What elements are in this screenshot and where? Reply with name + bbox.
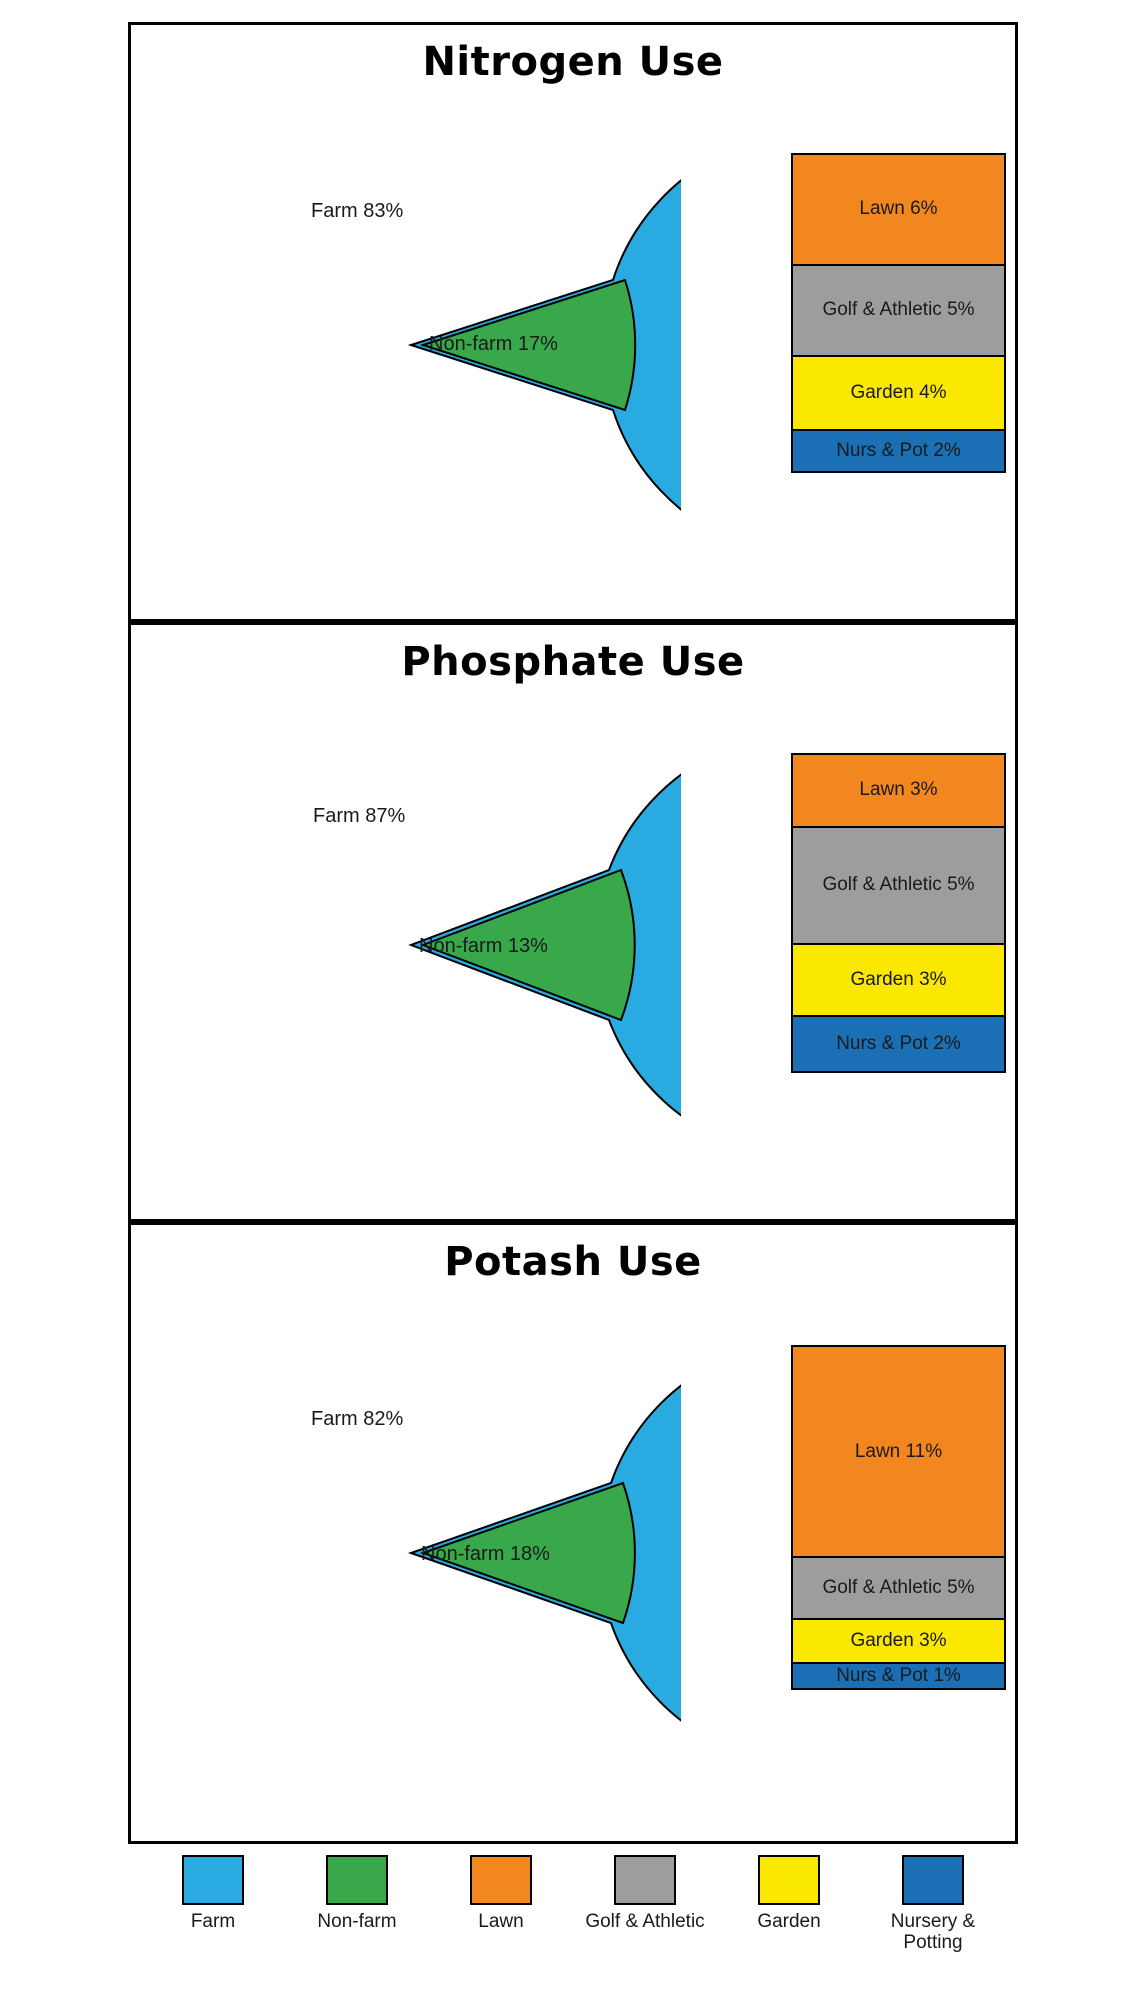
pie-chart-phosphate — [161, 695, 681, 1195]
pie-label-farm: Farm 87% — [313, 805, 406, 827]
legend-swatch-nursery-potting — [902, 1855, 964, 1905]
legend-label-non-farm: Non-farm — [317, 1911, 397, 1932]
breakout-segment-nursery-potting: Nurs & Pot 1% — [793, 1664, 1004, 1688]
pie-label-nonfarm: Non-farm 17% — [429, 333, 558, 355]
pie-label-nonfarm: Non-farm 13% — [419, 935, 548, 957]
breakout-segment-lawn: Lawn 6% — [793, 155, 1004, 266]
panel-nitrogen — [128, 22, 1018, 622]
breakout-stack-nitrogen — [791, 153, 1006, 473]
pie-label-farm: Farm 83% — [311, 200, 404, 222]
legend-item-lawn — [436, 1855, 566, 1932]
breakout-segment-golf-athletic: Golf & Athletic 5% — [793, 1558, 1004, 1619]
pie-chart-potash — [161, 1303, 681, 1803]
legend-swatch-non-farm — [326, 1855, 388, 1905]
legend-swatch-lawn — [470, 1855, 532, 1905]
legend-item-farm — [148, 1855, 278, 1932]
panel-title-potash: Potash Use — [444, 1239, 702, 1285]
breakout-segment-garden: Garden 3% — [793, 945, 1004, 1018]
breakout-segment-lawn: Lawn 3% — [793, 755, 1004, 828]
breakout-segment-nursery-potting: Nurs & Pot 2% — [793, 1017, 1004, 1071]
legend-item-garden — [724, 1855, 854, 1932]
legend-label-nursery-potting: Nursery & Potting — [890, 1911, 976, 1953]
breakout-stack-potash — [791, 1345, 1006, 1690]
legend-swatch-farm — [182, 1855, 244, 1905]
pie-chart-nitrogen — [161, 95, 681, 595]
legend-label-garden: Garden — [757, 1911, 821, 1932]
panel-title-nitrogen: Nitrogen Use — [422, 39, 724, 85]
legend-item-non-farm — [292, 1855, 422, 1932]
breakout-segment-garden: Garden 3% — [793, 1620, 1004, 1664]
legend-swatch-garden — [758, 1855, 820, 1905]
legend — [128, 1855, 1018, 1985]
legend-label-farm: Farm — [190, 1911, 236, 1932]
breakout-segment-golf-athletic: Golf & Athletic 5% — [793, 828, 1004, 945]
breakout-segment-lawn: Lawn 11% — [793, 1347, 1004, 1558]
breakout-segment-garden: Garden 4% — [793, 357, 1004, 431]
breakout-segment-nursery-potting: Nurs & Pot 2% — [793, 431, 1004, 471]
pie-label-farm: Farm 82% — [311, 1408, 404, 1430]
pie-label-nonfarm: Non-farm 18% — [421, 1543, 550, 1565]
legend-item-nursery-potting — [868, 1855, 998, 1953]
panel-phosphate — [128, 622, 1018, 1222]
panel-potash — [128, 1222, 1018, 1844]
breakout-stack-phosphate — [791, 753, 1006, 1073]
legend-label-golf-athletic: Golf & Athletic — [585, 1911, 705, 1932]
legend-label-lawn: Lawn — [478, 1911, 524, 1932]
panel-title-phosphate: Phosphate Use — [401, 639, 745, 685]
legend-item-golf-athletic — [580, 1855, 710, 1932]
breakout-segment-golf-athletic: Golf & Athletic 5% — [793, 266, 1004, 358]
legend-swatch-golf-athletic — [614, 1855, 676, 1905]
